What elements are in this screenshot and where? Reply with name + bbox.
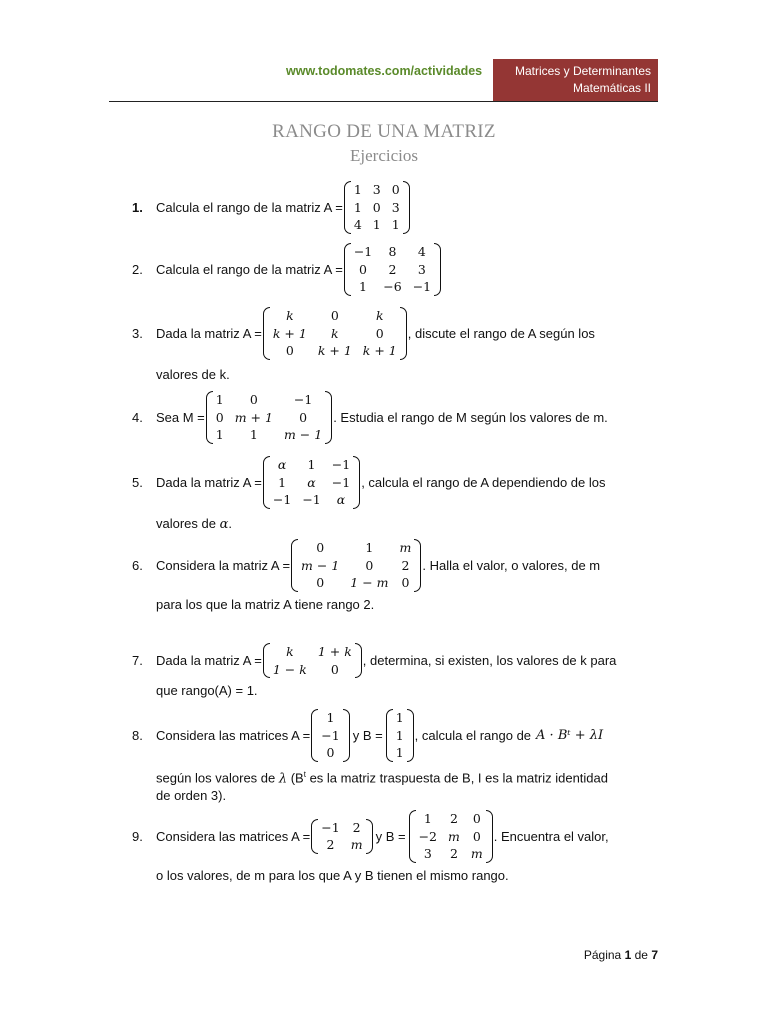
matrix-cell: 0	[372, 199, 381, 215]
exercise-number: 3.	[132, 325, 143, 341]
footer-page-number: 1	[624, 948, 632, 962]
exercise-number: 8.	[132, 727, 143, 743]
exercise-text-tail: , calcula el rango de A dependiendo de los	[361, 474, 606, 490]
matrix-bracket-left	[344, 243, 351, 296]
matrix-cell: k + 1	[272, 325, 307, 341]
exercise-text-continuation	[132, 766, 662, 804]
matrix-bracket-right	[407, 709, 414, 762]
matrix-cell: 3	[372, 182, 381, 197]
exercise-1	[132, 181, 662, 234]
matrix-cell: 1	[372, 217, 381, 232]
matrix-cell: 1	[391, 217, 400, 232]
matrix-body	[393, 709, 407, 762]
matrix-body	[213, 391, 325, 444]
matrix-cell: 1	[365, 540, 374, 555]
page-subtitle: Ejercicios	[350, 146, 418, 165]
exercise-text-tail: . Estudia el rango de M según los valores de m.	[333, 409, 608, 425]
matrix-cell: 1	[278, 474, 287, 490]
matrix-cell: α	[277, 457, 287, 472]
header-rule	[109, 101, 658, 102]
matrix-bracket-left	[291, 539, 298, 592]
matrix-cell: 1 − k	[272, 661, 307, 677]
matrix-body	[270, 456, 353, 509]
matrix-body	[270, 643, 355, 678]
matrix-bracket-left	[409, 810, 416, 863]
exercise-7	[132, 643, 662, 699]
exercise-text-continuation: o los valores, de m para los que A y B tienen el mismo rango.	[156, 867, 509, 883]
matrix-cell: 2	[388, 261, 397, 277]
matrix-cell: m	[350, 837, 363, 853]
matrix-cell: −1	[331, 474, 351, 490]
matrix	[206, 391, 332, 444]
matrix-cell: 1	[395, 727, 404, 743]
exercise-text-mid: y B =	[375, 828, 406, 844]
matrix-cell: 0	[330, 661, 339, 677]
matrix-cell: 1	[353, 182, 362, 197]
matrix-bracket-left	[263, 643, 270, 678]
matrix-b	[409, 810, 493, 863]
exercise-8	[132, 709, 662, 804]
footer-total-pages: 7	[651, 948, 658, 962]
matrix-cell: −2	[418, 828, 438, 844]
variable-alpha: α	[219, 516, 229, 532]
matrix-cell: 0	[215, 409, 224, 425]
matrix-bracket-left	[311, 709, 318, 762]
exercise-text: Considera la matriz A =	[156, 557, 291, 573]
matrix-cell: 3	[423, 846, 432, 861]
matrix-cell: 1	[395, 710, 404, 725]
exercise-number: 7.	[132, 653, 143, 668]
matrix-body	[298, 539, 414, 592]
matrix-cell: −6	[383, 279, 402, 294]
matrix-bracket-left	[263, 307, 270, 360]
matrix-bracket-left	[263, 456, 270, 509]
text-fragment: .	[228, 515, 232, 531]
matrix-cell: 1	[215, 392, 224, 407]
matrix-cell: k + 1	[362, 343, 397, 358]
matrix-cell: 0	[299, 409, 308, 425]
exercise-text-tail: , calcula el rango de	[414, 727, 532, 743]
matrix-cell: m − 1	[283, 427, 323, 442]
matrix-b	[386, 709, 414, 762]
exercise-text-tail: . Encuentra el valor,	[493, 828, 609, 844]
matrix-cell: m	[399, 540, 412, 555]
exercise-text: Considera las matrices A =	[156, 828, 311, 844]
matrix-cell: −1	[412, 279, 432, 294]
footer-label: Página	[583, 948, 622, 962]
matrix-bracket-right	[400, 307, 407, 360]
exercise-number: 5.	[132, 474, 143, 490]
matrix-bracket-right	[343, 709, 350, 762]
text-fragment: valores de	[156, 515, 220, 531]
matrix-cell: 0	[330, 308, 339, 323]
matrix-cell: k	[331, 325, 339, 341]
page-footer	[584, 948, 658, 962]
exercise-text-tail: , determina, si existen, los valores de k para	[362, 653, 617, 668]
matrix-cell: 1	[215, 427, 224, 442]
exercise-text-tail: . Halla el valor, o valores, de m	[422, 557, 601, 573]
matrix-a	[311, 819, 372, 854]
matrix-cell: −1	[331, 457, 351, 472]
matrix-cell: −1	[321, 819, 340, 835]
matrix-cell: 1	[307, 457, 316, 472]
matrix-body	[351, 181, 403, 234]
header-subject: Matrices y Determinantes	[514, 64, 651, 78]
exercise-number: 9.	[132, 828, 143, 844]
header-course: Matemáticas II	[572, 81, 651, 95]
matrix-body	[318, 709, 342, 762]
matrix-cell: 1	[395, 745, 404, 760]
matrix-cell: −1	[293, 392, 313, 407]
matrix-bracket-right	[366, 819, 373, 854]
math-expression: A · Bᵗ + λI	[536, 727, 604, 743]
matrix-bracket-right	[486, 810, 493, 863]
matrix	[263, 456, 360, 509]
matrix-bracket-right	[403, 181, 410, 234]
exercise-9	[132, 810, 662, 884]
variable-lambda: λ	[278, 770, 288, 786]
matrix-body	[351, 243, 434, 296]
matrix-bracket-left	[206, 391, 213, 444]
matrix	[263, 307, 407, 360]
matrix-cell: 4	[417, 244, 426, 259]
matrix-cell: 2	[352, 819, 361, 835]
exercise-text-continuation: valores de k.	[156, 366, 230, 382]
exercise-text: Dada la matriz A =	[156, 325, 262, 341]
matrix-cell: 1 − m	[350, 575, 389, 590]
matrix-cell: k + 1	[317, 343, 352, 358]
matrix-cell: 4	[353, 217, 362, 232]
matrix-bracket-left	[386, 709, 393, 762]
matrix-cell: −1	[272, 492, 292, 507]
matrix-cell: −1	[302, 492, 321, 507]
exercise-text-tail: , discute el rango de A según los	[407, 325, 595, 341]
exercise-number: 6.	[132, 557, 143, 573]
matrix-cell: α	[307, 474, 316, 490]
matrix-cell: 0	[365, 557, 374, 573]
matrix-cell: 2	[449, 846, 458, 861]
matrix-cell: 1	[423, 811, 432, 826]
matrix-body	[416, 810, 486, 863]
matrix-bracket-right	[414, 539, 421, 592]
exercise-text-continuation: para los que la matriz A tiene rango 2.	[156, 596, 375, 612]
matrix	[291, 539, 421, 592]
site-link[interactable]: www.todomates.com/actividades	[286, 64, 483, 78]
matrix-bracket-right	[355, 643, 362, 678]
matrix-cell: 1	[326, 710, 335, 725]
matrix-bracket-left	[311, 819, 318, 854]
text-fragment: según los valores de	[156, 769, 279, 785]
matrix-cell: −1	[353, 244, 373, 259]
footer-sep: de	[634, 948, 648, 962]
matrix-bracket-right	[325, 391, 332, 444]
matrix	[344, 181, 410, 234]
matrix-cell: 0	[391, 182, 400, 197]
exercise-number: 2.	[132, 261, 143, 277]
matrix-cell: 8	[388, 244, 397, 259]
matrix-cell: 0	[472, 811, 481, 826]
matrix-cell: 1	[353, 199, 362, 215]
header-box	[493, 59, 658, 101]
matrix-cell: 0	[472, 828, 481, 844]
matrix-cell: m	[448, 828, 460, 844]
matrix-cell: α	[336, 492, 346, 507]
exercise-2	[132, 243, 662, 296]
exercise-text: Sea M =	[156, 409, 205, 425]
matrix-bracket-right	[353, 456, 360, 509]
matrix-cell: k	[286, 644, 294, 659]
matrix-cell: 3	[391, 199, 400, 215]
matrix-cell: 0	[249, 392, 258, 407]
exercise-6	[132, 539, 662, 613]
matrix	[263, 643, 362, 678]
matrix-cell: 2	[401, 557, 410, 573]
matrix-cell: 0	[359, 261, 367, 277]
text-fragment: es la matriz traspuesta de B, I es la matriz identidad	[305, 769, 608, 785]
exercise-5	[132, 456, 662, 533]
matrix-cell: 0	[375, 325, 384, 341]
exercise-number: 1.	[132, 199, 143, 215]
matrix-cell: m + 1	[234, 409, 273, 425]
matrix	[344, 243, 441, 296]
matrix-cell: 0	[401, 575, 410, 590]
exercise-number: 4.	[132, 409, 143, 425]
matrix-cell: 0	[326, 745, 335, 760]
exercise-text-mid: y B =	[352, 727, 383, 743]
exercise-text-continuation: que rango(A) = 1.	[156, 683, 258, 698]
matrix-cell: −1	[321, 727, 340, 743]
matrix-cell: 0	[285, 343, 294, 358]
exercise-3	[132, 307, 662, 383]
matrix-cell: 0	[316, 575, 325, 590]
matrix-cell: 1 + k	[317, 644, 352, 659]
exercise-text: Calcula el rango de la matriz A =	[156, 261, 343, 277]
exercise-text: Considera las matrices A =	[156, 727, 311, 743]
text-fragment: de orden 3).	[156, 787, 227, 803]
matrix-cell: 3	[417, 261, 426, 277]
matrix-cell: k	[375, 308, 384, 323]
matrix-cell: 0	[316, 540, 325, 555]
exercise-4	[132, 391, 662, 444]
exercise-text: Calcula el rango de la matriz A =	[156, 199, 343, 215]
matrix-body	[270, 307, 400, 360]
matrix-a	[311, 709, 349, 762]
matrix-cell: 2	[326, 837, 335, 853]
superscript-t: t	[303, 769, 306, 779]
exercise-text: Dada la matriz A =	[156, 474, 262, 490]
exercise-text: Dada la matriz A =	[156, 653, 262, 668]
matrix-cell: 1	[359, 279, 367, 294]
matrix-bracket-right	[434, 243, 441, 296]
matrix-cell: m − 1	[301, 557, 340, 573]
matrix-cell: 2	[449, 811, 458, 826]
matrix-cell: 1	[249, 427, 258, 442]
exercise-text-continuation	[132, 515, 662, 533]
matrix-cell: k	[286, 308, 294, 323]
matrix-bracket-left	[344, 181, 351, 234]
matrix-body	[318, 819, 365, 854]
text-fragment: (B	[287, 769, 304, 785]
page-title: RANGO DE UNA MATRIZ	[272, 121, 496, 142]
matrix-cell: m	[470, 846, 483, 861]
